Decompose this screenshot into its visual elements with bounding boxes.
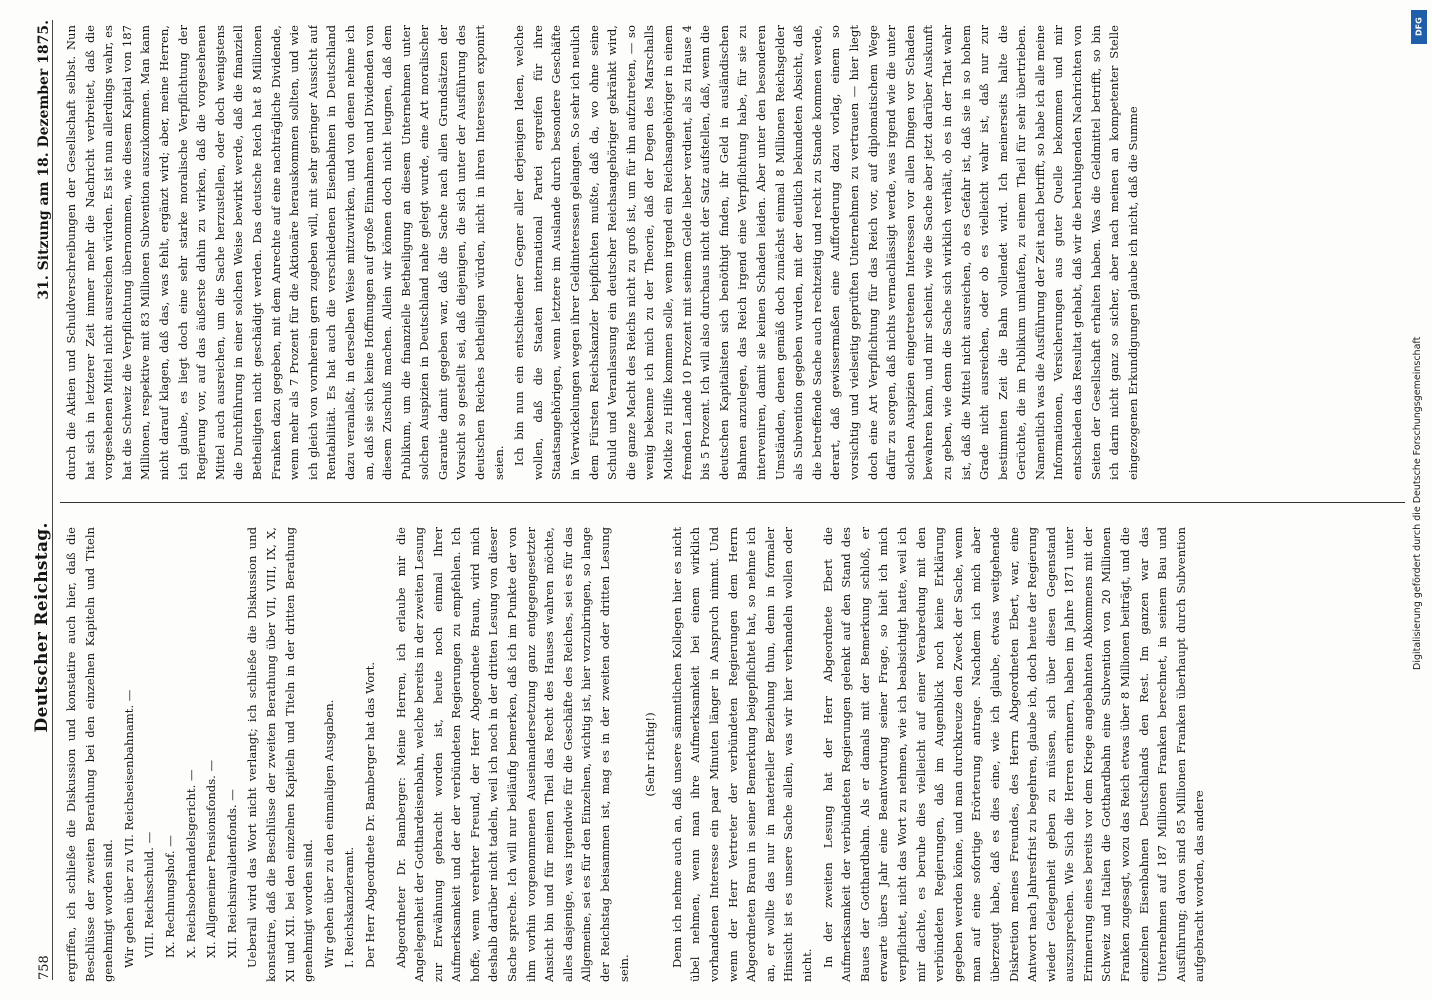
dfg-credit-text: Digitalisierung gefördert durch die Deutsche Forschungsgemeinschaft [1412, 336, 1423, 670]
paragraph: Abgeordneter Dr. Bamberger: Meine Herren, ich erlaube mir die Angelegenheit der Gotthardeisenbahn, welche bereits in der zweiten Lesung zur Erwähnung gebracht worden ist, heute noch einmal Ihrer Aufmerksamkeit und der der verbündeten Regierungen zu empfehlen. Ich hoffe, wenn verehrter Freund, der Herr Abgeordnete Braun, wird mich deshalb darüber nicht tadeln, weil ich noch in der dritten Lesung von dieser Sache spreche. Ich will nur beiläufig bemerken, daß ich im Punkte der von ihm vorhin vorgenommenen Auseinandersetzung ganz entgegengesetzter Ansicht bin und für meinen Theil das Recht des Hauses wahren möchte, alles dasjenige, was irgendwie für die Geschäfte des Reiches, sei es für das Allgemeine, sei es für den Einzelnen, wichtig ist, hier vorzubringen, so lange der Reichstag beisammen ist, mag es in der zweiten oder dritten Lesung sein. [393, 527, 631, 982]
paragraph: Ich bin nun ein entschiedener Gegner aller derjenigen Ideen, welche wollen, daß die Staaten international Partei ergreifen für ihre Staatsangehörigen, wenn letztere im Auslande durch besondere Geschäfte in Verwickelungen wegen ihrer Geldinteressen gelangen. So sehr ich neulich dem Fürsten Reichskanzler beipflichten mußte, daß da, wo ohne seine Schuld und Veranlassung ein deutscher Reichsangehöriger gekränkt wird, die ganze Macht des Reichs nicht zu groß ist, um für ihn aufzutreten, — so wenig bekenne ich mich zu der Theorie, daß der Degen des Marschalls Moltke zu Hilfe kommen solle, wenn irgend ein Reichsangehöriger in einem fremden Lande 10 Prozent mit seinem Gelde lieber verdient, als zu Hause 4 bis 5 Prozent. Ich will also durchaus nicht der Satz aufstellen, daß, wenn die deutschen Kapitalisten sich benöthigt finden, ihr Geld in ausländischen Bahnen anzulegen, das Reich irgend eine Verpflichtung habe, für sie zu interveniren, damit sie keinen Schaden leiden. Aber unter den besonderen Umständen, denen gemäß doch zunächst einmal 8 Millionen Reichsgelder als Subvention gegeben wurden, mit der deutlich bekundeten Absicht, daß die betreffende Sache auch rechtzeitig und recht zu Stande kommen werde, derart, daß gewissermaßen eine Aufforderung dazu vorlag, einem so vorsichtig und vielseitig geprüften Unternehmen zu vertrauen — hier liegt doch eine Art Verpflichtung für das Reich vor, auf diplomatischem Wege dafür zu sorgen, daß nichts vernachlässigt werde, was irgend wie die unter solchen Auspizien eingetretenen Interessen vor allen Dingen vor Schaden bewahren kann, und mir scheint, wie die Sache aber jetzt darüber Auskunft zu geben, wie denn die Sache sich wirklich verhält, ob es in der That wahr ist, daß die Mittel nicht ausreichen, ob es Gefahr ist, daß sie in so hohem Grade nicht ausreichen, oder ob es vielleicht wahr ist, daß nur zur bestimmten Zeit die Bahn vollendet wird. Ich meinerseits halte die Gerüchte, die im Publikum umlaufen, zu einem Theil für sehr übertrieben. Namentlich was die Ausführung der Zeit nach betrifft, so habe ich alle meine Informationen, Versicherungen aus guter Quelle bekommen und mir entschieden das Resultat gehabt, daß wir die beruhigenden Nachrichten von Seiten der Gesellschaft erhalten haben. Was die Geldmittel betrifft, so bin ich darin nicht ganz so sicher, aber nach meinen an kompetenter Stelle eingezogenen Erkundigungen glaube ich nicht, daß die Summe [512, 25, 1140, 480]
paragraph: In der zweiten Lesung hat der Herr Abgeordnete Ebert die Aufmerksamkeit der verbündeten Regierungen gelenkt auf den Stand des Baues der Gotthardbahn. Als er damals mit der Bemerkung schloß, er erwarte übers Jahr eine Beantwortung seiner Frage, so hielt ich mich verpflichtet, nicht das Wort zu nehmen, wie ich beabsichtigt hatte, weil ich mir dachte, es beruhe dies vielleicht auf einer Verabredung mit den verbündeten Regierungen, daß im Augenblick noch keine Erklärung gegeben werden könne, und man durchkreuze den Zweck der Sache, wenn man auf eine sofortige Erörterung antrage. Nachdem ich mich aber überzeugt habe, daß es dies eine, wie ich glaube, etwas weitgehende Diskretion meines Freundes, des Herrn Abgeordneten Ebert, war, eine Antwort nach Jahresfrist zu begehren, glaube ich, doch heute der Regierung wieder Gelegenheit geben zu müssen, sich über diesen Gegenstand auszusprechen. Wie Sich die Herren erinnern, haben im Jahre 1871 unter Erinnerung eines bereits vor dem Kriege angebahnten Abkommens mit der Schweiz und Italien die Gotthardbahn eine Subvention von 20 Millionen Franken zugesagt, wozu das Reich etwas über 8 Millionen beiträgt, und die einzelnen Eisenbahnen Deutschlands den Rest. Im ganzen war das Unternehmen auf 187 Millionen Franken berechnet, in seinem Bau und Ausführung; davon sind 85 Millionen Franken überhaupt durch Subvention aufgebracht worden, das andere [820, 527, 1207, 982]
paragraph: Wir gehen über zu den einmaligen Ausgaben. [321, 699, 336, 968]
left-text-column [62, 527, 1402, 982]
dfg-sidebar [1410, 6, 1428, 994]
interjection: (Sehr richtig!) [643, 712, 658, 797]
agenda-item: X. Reichsoberhandelsgericht. — [183, 769, 198, 958]
paragraph: durch die Aktien und Schuldverschreibungen der Gesellschaft selbst. Nun hat sich in letzterer Zeit immer mehr die Nachricht verbreitet, daß die vorgesehenen Mittel nicht ausreichen würden. Es ist nun allerdings wahr, es hat die Schweiz die Verpflichtung übernommen, wie diesem Kapital von 187 Millionen, respektive mit 83 Millionen Subvention auszukommen. Man kann nicht darauf klagen, daß das, was fehlt, ergänzt wird; aber, meine Herren, ich glaube, es liegt doch eine sehr starke moralische Verpflichtung der Regierung vor, auf das äußerste dahin zu wirken, daß die vorgesehenen Mittel auch ausreichen, um die Sache herzustellen, oder doch wenigstens die Durchführung in einer solchen Weise bewirkt werde, daß die finanziell Betheiligten nicht geschädigt werden. Das deutsche Reich hat 8 Millionen Franken dazu gegeben, mit dem Anrechte auf eine nachträgliche Dividende, wenn mehr als 7 Prozent für die Aktionäre herauskommen sollten, und wie ich gleich von vornherein gern zugeben will, mit sehr geringer Aussicht auf Rentabilität. Es hat auch die verschiedenen Eisenbahnen in Deutschland dazu veranlaßt, in derselben Weise mitzuwirken, und von denen nehme ich an, daß sie sich keine Hoffnungen auf große Einnahmen und Dividenden von diesem Zuschuß machen. Allein wir können doch nicht leugnen, daß dem Publikum, um die finanzielle Betheiligung an diesem Unternehmen unter solchen Auspizien in Deutschland nahe gelegt wurde, eine Art moralischer Garantie damit gegeben war, daß die Sache nach allen Grundsätzen der Vorsicht so gestellt sei, daß diejenigen, die sich unter der Ausführung des deutschen Reiches betheiligen würden, nicht in ihren Interessen exponirt seien. [64, 25, 506, 480]
agenda-item: XI. Allgemeiner Pensionsfonds. — [204, 759, 219, 958]
paragraph: ergriffen, ich schließe die Diskussion und konstatire auch hier, daß die Beschlüsse der zweiten Berathung bei den einzelnen Kapiteln und Titeln genehmigt worden sind. [64, 527, 116, 982]
agenda-item: XII. Reichsinvalidenfonds. — [224, 789, 239, 958]
paragraph: Denn ich nehme auch an, daß unsere sämmtlichen Kollegen hier es nicht übel nehmen, wenn man ihre Aufmerksamkeit bei einem wirklich vorhandenen Interesse ein paar Minuten länger in Anspruch nimmt. Und wenn der Herr Vertreter der verbündeten Regierungen dem Herrn Abgeordneten Braun in seiner Bemerkung beigepflichtet hat, so nehme ich an, er wollte das nur in materieller Beziehung thun, denn in formaler Hinsicht ist es unsere Sache allein, was wir hier verhandeln wollen oder nicht. [669, 527, 814, 982]
paragraph: Der Herr Abgeordnete Dr. Bamberger hat das Wort. [362, 661, 377, 968]
dfg-logo: DFG [1411, 10, 1427, 44]
page-number: 758 [37, 955, 52, 980]
page-header [12, 20, 53, 980]
paragraph: I. Reichskanzleramt. [342, 846, 357, 968]
paragraph: Wir gehen über zu VII. Reichseisenbahnamt. — [121, 689, 136, 968]
session-date: 31. Sitzung am 18. Dezember 1875. [36, 20, 52, 300]
paragraph: Ueberall wird das Wort nicht verlangt; ich schließe die Diskussion und konstatire, daß die Beschlüsse der zweiten Berathung über VII, VIII, IX, X, XI und XII. bei den einzelnen Kapiteln und Titeln in der dritten Berathung genehmigt worden sind. [245, 527, 316, 982]
right-text-column [62, 25, 1402, 480]
agenda-item: VIII. Reichsschuld. — [142, 831, 157, 958]
agenda-item: IX. Rechnungshof. — [162, 835, 177, 958]
paragraph-gap [382, 527, 392, 982]
publication-title: Deutscher Reichstag. [32, 522, 52, 733]
column-divider [60, 502, 1405, 503]
